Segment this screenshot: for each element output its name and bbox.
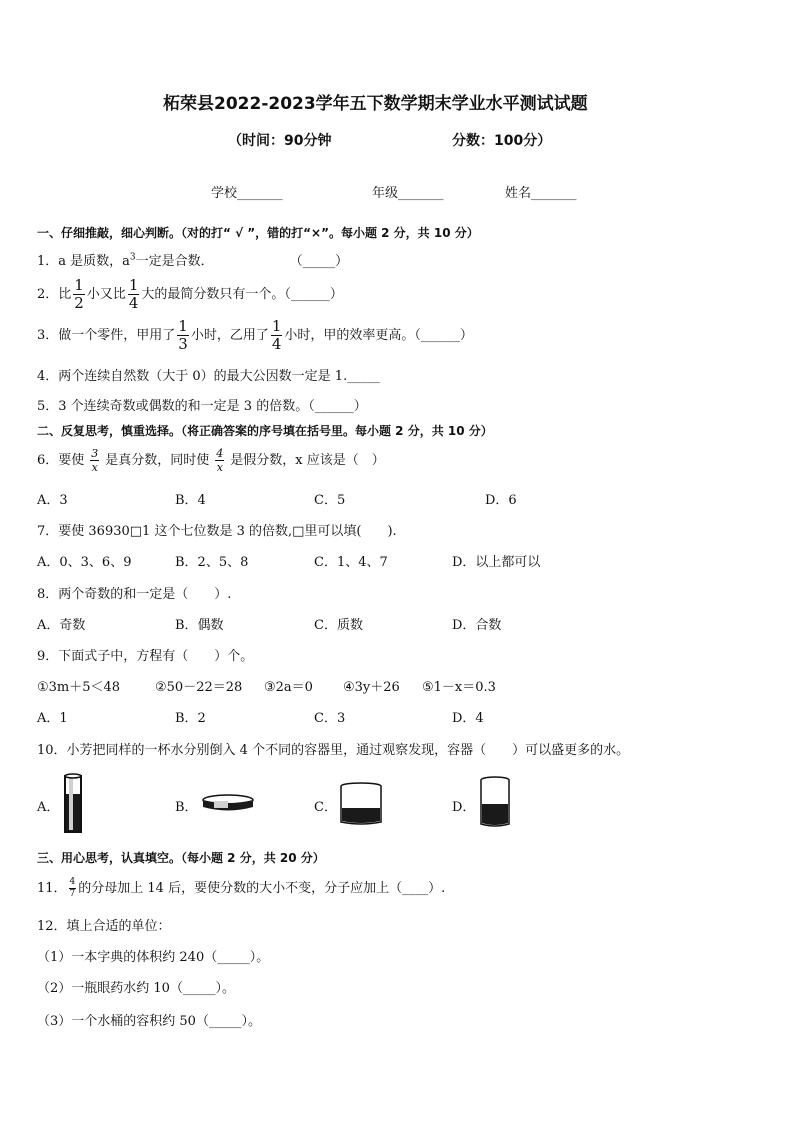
section3-heading: 三、用心思考，认真填空。（每小题 2 分，共 20 分） xyxy=(37,851,325,865)
question-7: 7．要使 36930□1 这个七位数是 3 的倍数,□里可以填( ). xyxy=(37,524,397,539)
page-title: 柘荣县2022-2023学年五下数学期末学业水平测试试题 xyxy=(163,94,588,114)
q7-option-c[interactable]: C．1、4、7 xyxy=(314,555,388,570)
q7-option-d[interactable]: D．以上都可以 xyxy=(452,555,541,570)
question-8: 8．两个奇数的和一定是（ ）. xyxy=(37,587,232,602)
shallow-dish-icon xyxy=(200,792,256,816)
grade-field: 年级_______ xyxy=(372,186,444,201)
section2-heading: 二、反复思考，慎重选择。（将正确答案的序号填在括号里。每小题 2 分，共 10 分） xyxy=(37,424,493,438)
school-field: 学校_______ xyxy=(211,186,283,201)
q8-option-c[interactable]: C．质数 xyxy=(314,618,363,633)
q9-option-c[interactable]: C．3 xyxy=(314,711,346,726)
q12-item-2: （2）一瓶眼药水约 10（_____）。 xyxy=(37,981,235,996)
exam-time: （时间：90分钟 xyxy=(228,133,332,149)
tall-narrow-cup-icon xyxy=(60,770,88,836)
q8-option-b[interactable]: B．偶数 xyxy=(175,618,224,633)
name-field: 姓名_______ xyxy=(505,186,577,201)
q6-option-a[interactable]: A．3 xyxy=(37,493,68,508)
q10-option-a[interactable]: A． xyxy=(37,800,60,815)
question-5: 5．3 个连续奇数或偶数的和一定是 3 的倍数。（______） xyxy=(37,399,367,414)
q9-equation-3: ③2a＝0 xyxy=(264,680,313,695)
q9-equation-2: ②50－22＝28 xyxy=(155,680,243,695)
q7-option-a[interactable]: A．0、3、6、9 xyxy=(37,555,132,570)
q7-option-b[interactable]: B．2、5、8 xyxy=(175,555,249,570)
question-4: 4．两个连续自然数（大于 0）的最大公因数一定是 1._____ xyxy=(37,369,380,384)
q9-option-b[interactable]: B．2 xyxy=(175,711,206,726)
q9-equation-1: ①3m＋5＜48 xyxy=(37,680,121,695)
medium-cup-icon xyxy=(477,774,513,830)
question-12: 12．填上合适的单位： xyxy=(37,919,171,934)
q9-equation-5: ⑤1－x＝0.3 xyxy=(422,680,496,695)
q9-equation-4: ④3y＋26 xyxy=(343,680,400,695)
exam-score: 分数：100分） xyxy=(452,133,552,149)
q6-option-c[interactable]: C．5 xyxy=(314,493,346,508)
q8-option-a[interactable]: A．奇数 xyxy=(37,618,86,633)
question-3: 3．做一个零件，甲用了 $\frac{1}{3}$ 小时，乙用了 $\frac{1}{4}$ 小时，甲的效率更高。（______） xyxy=(37,317,473,353)
q6-option-d[interactable]: D．6 xyxy=(485,493,517,508)
q6-option-b[interactable]: B．4 xyxy=(175,493,206,508)
question-9: 9．下面式子中，方程有（ ）个。 xyxy=(37,649,254,664)
wide-short-cup-icon xyxy=(338,780,384,828)
q12-item-3: （3）一个水桶的容积约 50（_____）。 xyxy=(37,1014,261,1029)
question-11: 11． $\frac{4}{7}$ 的分母加上 14 后，要使分数的大小不变，分子应加上（____）. xyxy=(37,877,446,899)
q9-option-d[interactable]: D．4 xyxy=(452,711,484,726)
question-6: 6．要使 $\frac{3}{x}$ 是真分数，同时使 $\frac{4}{x}$ 是假分数，x 应该是（ ） xyxy=(37,447,385,474)
q8-option-d[interactable]: D．合数 xyxy=(452,618,502,633)
question-10: 10．小芳把同样的一杯水分别倒入 4 个不同的容器里，通过观察发现，容器（ ）可以盛更多的水。 xyxy=(37,743,630,758)
q10-option-b[interactable]: B． xyxy=(175,800,198,815)
question-2: 2．比 $\frac{1}{2}$ 小又比 $\frac{1}{4}$ 大的最简分数只有一个。（______） xyxy=(37,276,343,312)
q10-option-d[interactable]: D． xyxy=(452,800,476,815)
q12-item-1: （1）一本字典的体积约 240（_____）。 xyxy=(37,950,270,965)
question-1: 1．a 是质数，$a^3$一定是合数． （_____） xyxy=(37,252,349,269)
q10-option-c[interactable]: C． xyxy=(314,800,337,815)
section1-heading: 一、仔细推敲，细心判断。（对的打“ √ ”，错的打“×”。每小题 2 分，共 10 分） xyxy=(37,226,479,240)
q9-option-a[interactable]: A．1 xyxy=(37,711,68,726)
